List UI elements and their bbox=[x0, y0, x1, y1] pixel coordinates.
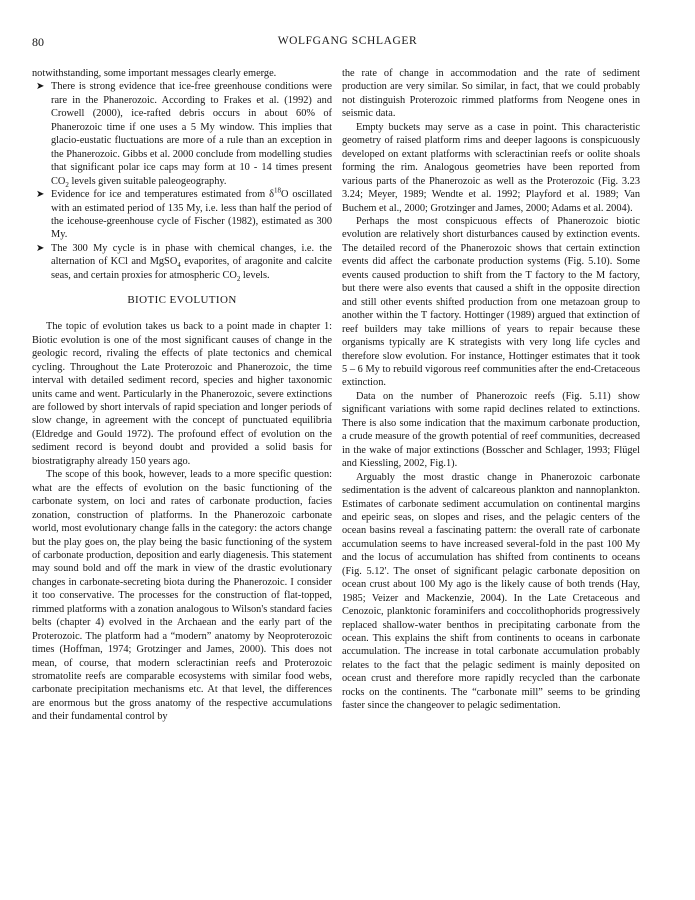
list-item-text: evaporites, of aragonite and calcite seas, and certain proxies for atmospheric CO bbox=[51, 256, 332, 281]
paragraph: notwithstanding, some important messages clearly emerge. bbox=[32, 68, 277, 79]
arrow-bullet-icon: ➤ bbox=[36, 242, 45, 254]
list-item-text: The 300 My cycle is in phase with chemical changes, i.e. the alternation of KCl and MgSO bbox=[51, 242, 332, 268]
list-item-text: Evidence for ice and temperatures estimated from δ bbox=[51, 189, 274, 201]
list-item bbox=[32, 80, 332, 188]
list-item-text: O oscillated with an estimated period of 135 My, i.e. less than half the period of the icehouse-greenhouse cycle of Fischer (1982), estimated as 300 My. bbox=[51, 189, 332, 241]
subscript: 2 bbox=[65, 180, 69, 189]
paragraph: Perhaps the most conspicuous effects of Phanerozoic biotic evolution are relatively short disturbances caused by extinction events. The detailed record of the Phanerozoic shows that certain extinction events did affect the carbonate production systems (Fig. 5.10). Some events caused production to shift from the T factory to the M factory, but there were also events that caused a shift in the opposite direction and still other events shifted production from one metazoan group to another within the T factory. Hottinger (1989) argued that extinction of reef builders may take millions of years to repair because these organisms typically are K strategists with very long life cycles and therefore slow evolution. For instance, Hottinger estimates that it took 5 – 6 My to rebuild vigorous reef communities after the end-Cretaceous extinction. bbox=[342, 215, 640, 389]
page-header bbox=[0, 35, 695, 51]
running-title: WOLFGANG SCHLAGER bbox=[277, 35, 418, 47]
superscript: 18 bbox=[273, 186, 281, 195]
subscript: 2 bbox=[236, 274, 241, 283]
paragraph: The scope of this book, however, leads to a more specific question: what are the effects of evolution on the basic functioning of the carbonate system, on loci and rates of carbonate production, facies zonation, construction of platforms. In the Phanerozoic carbonate world, most evolutionary change falls in the category: the actors change but the play goes on, the play being the basic functioning of the system of carbonate production, deposition and early diagenesis. This statement may sound bold and off the mark in view of the drastic evolutionary changes in carbonate-secreting biota during the Phanerozoic. I consider it too conservative. The processes for the construction of flat-topped, rimmed platforms with a zonation analogous to Wilson's standard facies belts (chapter 4) evolved in the Archaean and the early part of the Proterozoic. The platform had a “modern” anatomy by Neoproterozoic times (Hoffman, 1974; Grotzinger and James, 2000). This does not mean, of course, that modern scleractinian reefs and Proterozoic stromatolite reefs are comparable ecosystems with similar food webs, carbonate precipitation mechanisms etc. At that level, the differences are enormous but the gross anatomy of the respective accumulations and their fundamental control by bbox=[32, 469, 332, 723]
subscript: 4 bbox=[177, 261, 181, 270]
paragraph: Data on the number of Phanerozoic reefs (Fig. 5.11) show significant variations with some rapid declines related to extinctions. There is also some indication that the maximum carbonate production, a crude measure of the growth potential of reef communities, decreased in the wake of major extinctions (Bosscher and Schlager, 1993; Flügel and Kiessling, 2002, Fig.1). bbox=[342, 390, 640, 470]
bullet-list bbox=[32, 80, 332, 282]
section-heading: BIOTIC EVOLUTION bbox=[127, 294, 237, 307]
list-item-text: There is strong evidence that ice-free greenhouse conditions were rare in the Phanerozoic. According to Frakes et al. (1992) and Crowell (2000), ice-rafted debris occurs in about 60% of Phanerozoic time if one uses a 5 My window. This implies that glacio-eustatic fluctuations are more of a rule than an exception in the Phanerozoic. Gibbs et al. 2000 conclude from modelling studies that significant polar ice caps may form at 10 - 14 times present CO bbox=[51, 81, 332, 187]
right-column bbox=[342, 67, 640, 713]
list-item-text: levels given suitable paleogeography. bbox=[68, 175, 227, 187]
page-number: 80 bbox=[32, 35, 44, 49]
paragraph: the rate of change in accommodation and the rate of sediment production are very similar. So similar, in fact, that we could probably not distinguish Proterozoic rimmed platforms from Neogene ones in seismic data. bbox=[342, 68, 640, 120]
left-column bbox=[32, 67, 332, 724]
paragraph: The topic of evolution takes us back to a point made in chapter 1: Biotic evolution is one of the most significant causes of change in the geologic record, rivaling the effects of plate tectonics and chemical cycling. Throughout the Late Proterozoic and Phanerozoic, the time interval with detailed sediment record, species and higher taxonomic units came and went. Particularly in the Phanerozoic, severe extinctions are followed by short intervals of rapid speciation and longer periods of slow change, in agreement with the concept of punctuated equilibria (Eldredge and Gould 1972). The profound effect of evolution on the sediment record is beyond doubt and provided a solid basis for biostratigraphy already 150 years ago. bbox=[32, 321, 332, 467]
list-item bbox=[32, 242, 332, 282]
paragraph: Empty buckets may serve as a case in point. This characteristic geometry of raised platform rims and deeper lagoons is conspicuously developed on extant platforms with scleractinian reefs or oolite shoals forming the rim. Analogous geometries have been reported from various parts of the Phanerozoic as well as the Proterozoic (Fig. 3.23 3.24; Meyer, 1989; Wendte et al. 1992; Playford et al. 1989; Van Buchem et al., 2000; Grotzinger and James, 2000; Adams et al. 2004). bbox=[342, 121, 640, 214]
arrow-bullet-icon: ➤ bbox=[36, 81, 45, 93]
list-item bbox=[32, 188, 332, 242]
list-item-text: levels. bbox=[240, 269, 270, 281]
paragraph: Arguably the most drastic change in Phanerozoic carbonate sedimentation is the advent of calcareous plankton and nannoplankton. Estimates of carbonate sediment accumulation on continental margins and epeiric seas, on slopes and rises, and the pelagic centers of the ocean basins reveal a fascinating pattern: the overall rate of carbonate accumulation seems to have increased several-fold in the past 100 My and the locus of accumulation has shifted from continents to oceans (Fig. 5.12'. The onset of significant pelagic carbonate deposition on ocean crust about 100 My ago is the likely cause of both trends (Hay, 1985; Veizer and Mackenzie, 2004). In the Late Cretaceous and Cenozoic, planktonic foraminifers and coccolithophorids progressively replaced shallow-water benthos in precipitating carbonate from the ocean. This explains the shift from continents to oceans in carbonate accumulation. The increase in total carbonate accumulation probably relates to the fact that the pelagic sediment is mainly deposited on ocean crust and therefore more rapidly recycled than the carbonate rocks on the continents. The “carbonate mill” seems to be grinding faster since the changeover to pelagic sedimentation. bbox=[342, 471, 640, 712]
arrow-bullet-icon: ➤ bbox=[36, 189, 45, 201]
